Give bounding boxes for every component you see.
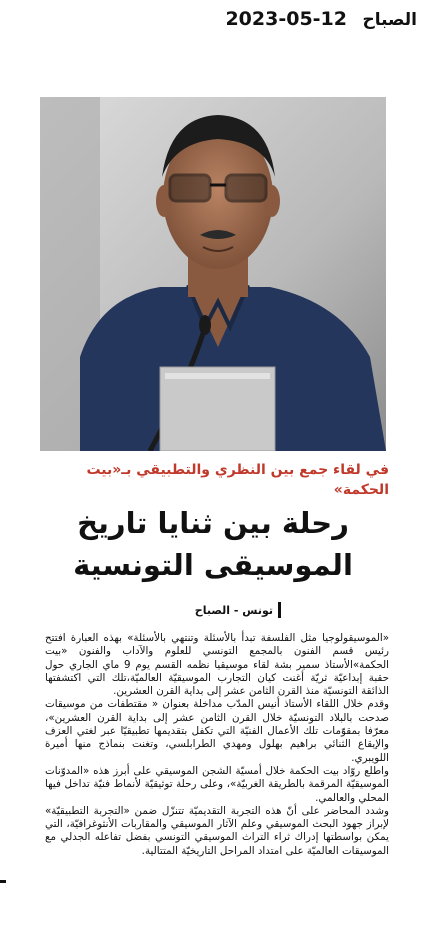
article-byline: تونس - الصباح <box>194 604 273 617</box>
article-paragraph: وشدد المحاضر على أنّ هذه التجربة التقديميّة تتنزّل ضمن «التجربة التطبيقيّة» لإبراز جهود البحث الموسيقي وعلم الآثار الموسيقي والمقاربات الأنثوغرافيّة، التي يمكن بواسطتها إدراك ثراء التراث الموسيقي التونسي بفضل تفاعله الجدلي مع الموسيقات العالميّة على امتداد المراحل التاريخيّة المتتالية. <box>45 804 389 857</box>
article-kicker: في لقاء جمع بين النظري والتطبيقي بـ«بيت الحكمة» <box>86 462 389 498</box>
article-paragraph: وقدم خلال اللقاء الأستاذ أنيس المدّب مداخلة بعنوان « مقتطفات من موسيقات صدحت بالبلاد التونسيّة خلال القرن الثامن عشر إلى بداية القرن العشرين»، معرّفا بمقوّمات تلك الأعمال الفنيّة التي تكفل بتقديمها تطبيقيّا عبر لغتي العزف والإيقاع الثنائي براهيم بهلول ومهدي الطرابلسي، وتغنت بنماذج منها أميرة اللويبري. <box>45 698 389 764</box>
article-photo <box>40 97 386 451</box>
article-paragraph: «الموسيقولوجيا مثل الفلسفة تبدأ بالأسئلة وتنتهي بالأسئلة» بهذه العبارة افتتح رئيس قسم الفنون بالمجمع التونسي للعلوم والآداب والفنون «بيت الحكمة»الأستاذ سمير بشة لقاء موسيقيا نظمه القسم يوم 9 ماي الجاري حول حقبة إبداعيّة ثريّة أغنت كيان التجارب الموسيقيّة العالميّة،تلك التي اكتشفتها الذائقة التونسيّة منذ القرن الثامن عشر إلى بداية القرن العشرين. <box>45 632 389 698</box>
headline-line-1: رحلة بين ثنايا تاريخ <box>77 506 349 540</box>
publication-date: 2023-05-12 <box>225 8 347 30</box>
column-marker <box>0 880 6 883</box>
article-body <box>45 632 389 858</box>
publication-name: الصباح <box>362 10 417 30</box>
article-headline <box>53 502 373 586</box>
byline-divider <box>278 602 281 618</box>
headline-line-2: الموسيقى التونسية <box>73 548 353 582</box>
article-paragraph: واطلع روّاد بيت الحكمة خلال أمسيّة الشجن الموسيقي على أبرز هذه «المدوّنات الموسيقيّة المرقمة بالطريقة الغربيّة»، وعلى رحلة توثيقيّة لأنماط فنيّة تداخل فيها المحلي والعالمي. <box>45 764 389 804</box>
page-header <box>0 6 433 40</box>
speaker-photo-illustration <box>40 97 386 451</box>
